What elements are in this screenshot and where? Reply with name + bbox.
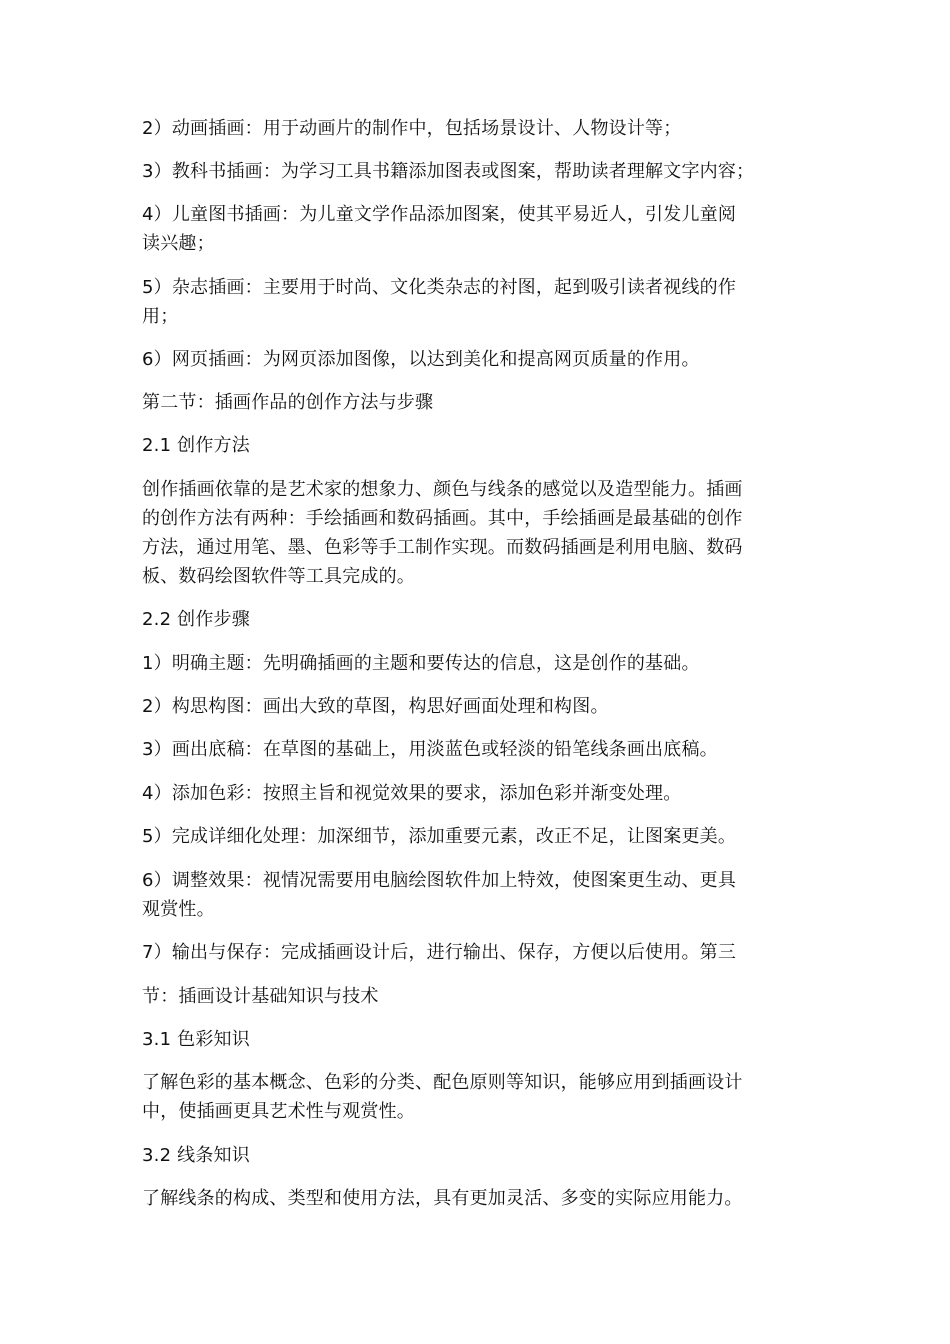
section-heading-2: 第二节：插画作品的创作方法与步骤 — [142, 392, 434, 413]
paragraph-color-knowledge-1: 了解色彩的基本概念、色彩的分类、配色原则等知识，能够应用到插画设计 — [142, 1072, 743, 1093]
list-item-children-book-illustration-cont: 读兴趣； — [142, 233, 215, 254]
step-item-1: 1）明确主题：先明确插画的主题和要传达的信息，这是创作的基础。 — [142, 653, 700, 674]
list-item-web-illustration: 6）网页插画：为网页添加图像，以达到美化和提高网页质量的作用。 — [142, 349, 700, 370]
step-item-6: 6）调整效果：视情况需要用电脑绘图软件加上特效，使图案更生动、更具 — [142, 870, 737, 891]
step-item-2: 2）构思构图：画出大致的草图，构思好画面处理和构图。 — [142, 696, 609, 717]
step-item-7: 7）输出与保存：完成插画设计后，进行输出、保存，方便以后使用。第三 — [142, 942, 737, 963]
paragraph-color-knowledge-2: 中，使插画更具艺术性与观赏性。 — [142, 1101, 415, 1122]
section-heading-3: 节：插画设计基础知识与技术 — [142, 986, 379, 1007]
step-item-4: 4）添加色彩：按照主旨和视觉效果的要求，添加色彩并渐变处理。 — [142, 783, 682, 804]
list-item-textbook-illustration: 3）教科书插画：为学习工具书籍添加图表或图案，帮助读者理解文字内容； — [142, 161, 755, 182]
subheading-2-2: 2.2 创作步骤 — [142, 609, 250, 630]
paragraph-creation-methods-1: 创作插画依靠的是艺术家的想象力、颜色与线条的感觉以及造型能力。插画 — [142, 479, 743, 500]
step-item-3: 3）画出底稿：在草图的基础上，用淡蓝色或轻淡的铅笔线条画出底稿。 — [142, 739, 718, 760]
list-item-children-book-illustration: 4）儿童图书插画：为儿童文学作品添加图案，使其平易近人，引发儿童阅 — [142, 204, 737, 225]
subheading-2-1: 2.1 创作方法 — [142, 435, 250, 456]
subheading-3-2: 3.2 线条知识 — [142, 1145, 250, 1166]
list-item-animation-illustration: 2）动画插画：用于动画片的制作中，包括场景设计、人物设计等； — [142, 118, 682, 139]
step-item-6-cont: 观赏性。 — [142, 899, 215, 920]
paragraph-creation-methods-3: 方法，通过用笔、墨、色彩等手工制作实现。而数码插画是利用电脑、数码 — [142, 537, 743, 558]
list-item-magazine-illustration-cont: 用； — [142, 306, 179, 327]
paragraph-creation-methods-4: 板、数码绘图软件等工具完成的。 — [142, 566, 415, 587]
step-item-5: 5）完成详细化处理：加深细节，添加重要元素，改正不足，让图案更美。 — [142, 826, 737, 847]
paragraph-line-knowledge: 了解线条的构成、类型和使用方法，具有更加灵活、多变的实际应用能力。 — [142, 1188, 743, 1209]
paragraph-creation-methods-2: 的创作方法有两种：手绘插画和数码插画。其中，手绘插画是最基础的创作 — [142, 508, 743, 529]
subheading-3-1: 3.1 色彩知识 — [142, 1029, 250, 1050]
list-item-magazine-illustration: 5）杂志插画：主要用于时尚、文化类杂志的衬图，起到吸引读者视线的作 — [142, 277, 737, 298]
